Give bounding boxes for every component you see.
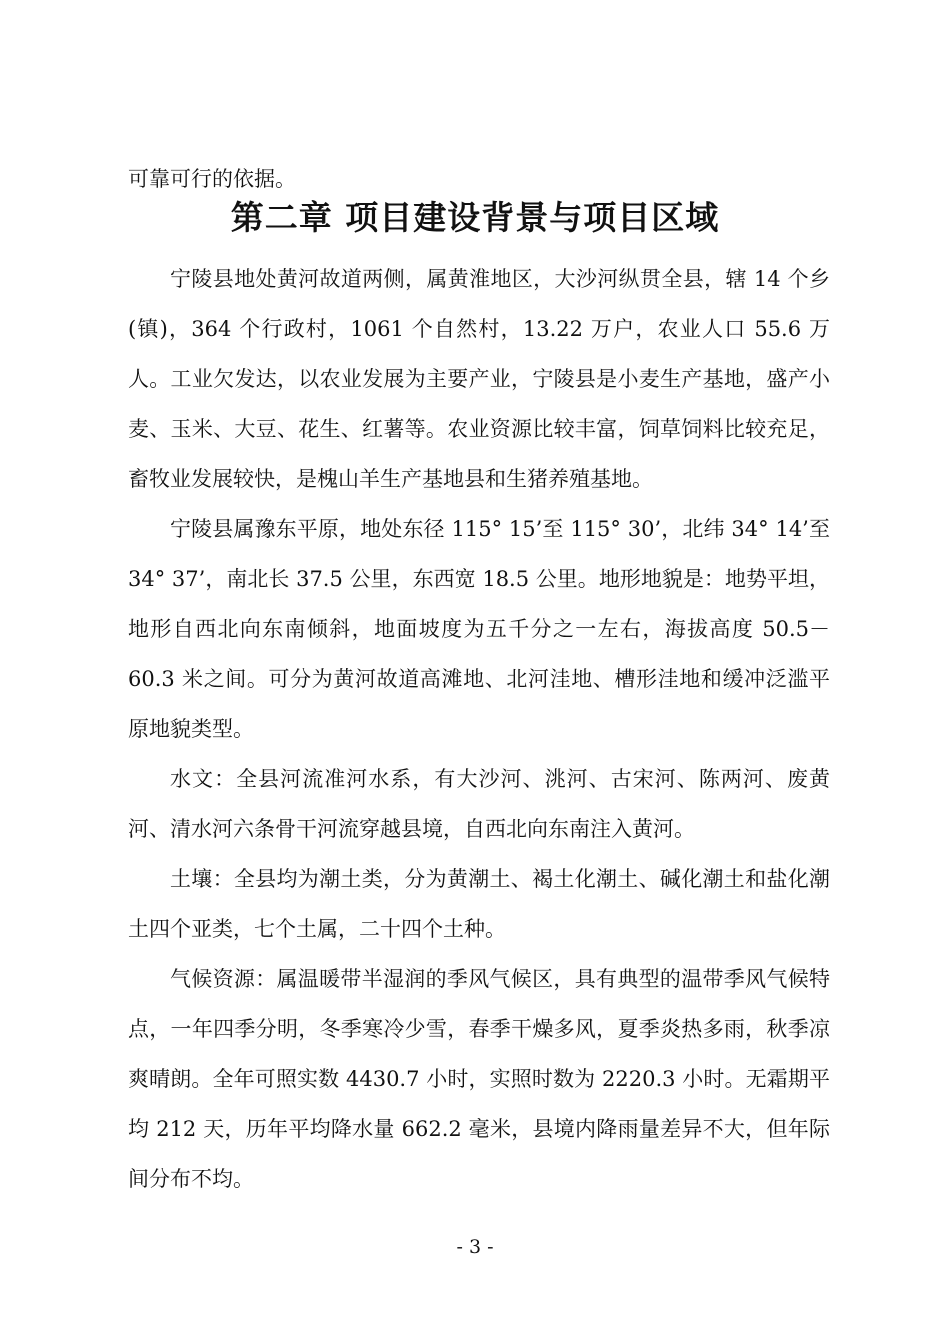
continuation-line: 可靠可行的依据。 [128, 167, 296, 191]
paragraph-hydrology: 水文：全县河流准河水系，有大沙河、洮河、古宋河、陈两河、废黄河、清水河六条骨干河流穿越县境，自西北向东南注入黄河。 [128, 767, 830, 841]
paragraph-overview: 宁陵县地处黄河故道两侧，属黄淮地区，大沙河纵贯全县，辖 14 个乡(镇)，364 个行政村，1061 个自然村，13.22 万户，农业人口 55.6 万人。工业欠发达，以农业发展为主要产业，宁陵县是小麦生产基地，盛产小麦、玉米、大豆、花生、红薯等。农业资源比较丰富，饲草饲料比较充足，畜牧业发展较快，是槐山羊生产基地县和生猪养殖基地。 [128, 267, 830, 491]
paragraph-climate: 气候资源：属温暖带半湿润的季风气候区，具有典型的温带季风气候特点，一年四季分明，冬季寒冷少雪，春季干燥多风，夏季炎热多雨，秋季凉爽晴朗。全年可照实数 4430.7 小时，实照时数为 2220.3 小时。无霜期平均 212 天，历年平均降水量 662.2 毫米，县境内降雨量差异不大，但年际间分布不均。 [128, 967, 830, 1191]
chapter-title: 第二章 项目建设背景与项目区域 [230, 198, 720, 237]
chapter-body [128, 254, 830, 1204]
page-number: - 3 - [456, 1236, 494, 1258]
paragraph-soil: 土壤：全县均为潮土类，分为黄潮土、褐土化潮土、碱化潮土和盐化潮土四个亚类，七个土属，二十四个土种。 [128, 867, 830, 941]
paragraph-geography: 宁陵县属豫东平原，地处东径 115° 15’至 115° 30’，北纬 34° 14’至 34° 37’，南北长 37.5 公里，东西宽 18.5 公里。地形地貌是：地势平坦，地形自西北向东南倾斜，地面坡度为五千分之一左右，海拔高度 50.5－60.3 米之间。可分为黄河故道高滩地、北河洼地、槽形洼地和缓冲泛滥平原地貌类型。 [128, 517, 830, 741]
